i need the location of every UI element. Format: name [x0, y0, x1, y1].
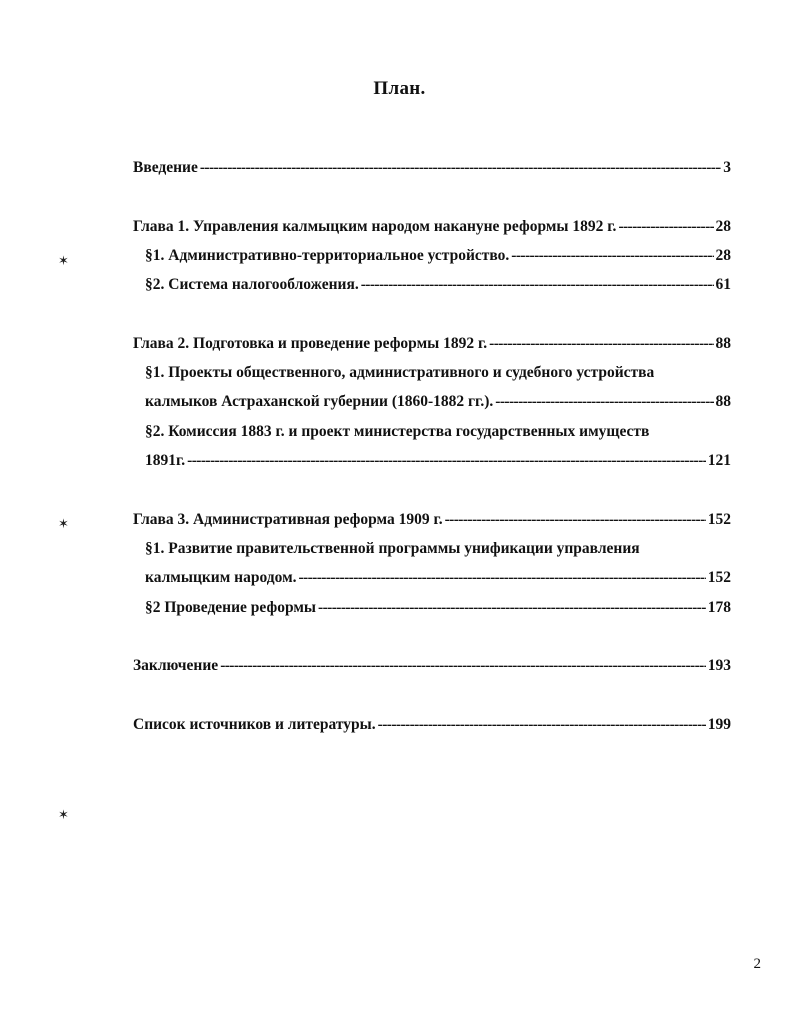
dot-leader — [299, 567, 706, 589]
toc-entry-chapter-3-section-1-line-1[interactable]: §1. Развитие правительственной программы унификации управления — [145, 540, 640, 557]
dot-leader — [495, 391, 713, 413]
toc-page: 28 — [715, 247, 731, 264]
toc-entry-chapter-2-section-1-line-1[interactable]: §1. Проекты общественного, административного и судебного устройства — [145, 364, 655, 381]
toc-entry-chapter-1-section-2[interactable] — [145, 274, 731, 296]
toc-page: 61 — [715, 276, 731, 293]
toc-page: 178 — [707, 599, 731, 616]
toc-entry-conclusion[interactable] — [133, 655, 731, 677]
dot-leader — [361, 274, 714, 296]
page-number: 2 — [753, 956, 761, 972]
toc-label: §2. Система налогообложения. — [145, 276, 359, 293]
toc-page: 152 — [707, 569, 731, 586]
toc-page: 88 — [715, 393, 731, 410]
toc-entry-introduction[interactable] — [133, 157, 731, 179]
toc-label: калмыков Астраханской губернии (1860-1882 гг.). — [145, 393, 494, 410]
toc-label: Глава 2. Подготовка и проведение реформы 1892 г. — [133, 335, 488, 352]
toc-label: Введение — [133, 159, 198, 176]
dot-leader — [318, 597, 706, 619]
toc-label: §2 Проведение реформы — [145, 599, 317, 616]
page-title: План. — [373, 78, 426, 99]
toc-page: 193 — [707, 657, 731, 674]
toc-page: 3 — [723, 159, 731, 176]
toc-label: Список источников и литературы. — [133, 716, 376, 733]
toc-entry-chapter-3[interactable] — [133, 509, 731, 531]
scan-mark-icon: ✶ — [58, 808, 69, 823]
toc-label: Глава 1. Управления калмыцким народом накануне реформы 1892 г. — [133, 218, 617, 235]
toc-page: 88 — [715, 335, 731, 352]
toc-label: Заключение — [133, 657, 219, 674]
toc-entry-chapter-1-section-1[interactable] — [145, 245, 731, 267]
dot-leader — [200, 157, 721, 179]
scan-mark-icon: ✶ — [58, 517, 69, 532]
toc-entry-chapter-2-section-2-line-2[interactable] — [145, 450, 731, 472]
toc-entry-chapter-1[interactable] — [133, 216, 731, 238]
toc-label: §1. Административно-территориальное устройство. — [145, 247, 510, 264]
toc-entry-sources[interactable] — [133, 714, 731, 736]
toc-label: Глава 3. Административная реформа 1909 г. — [133, 511, 443, 528]
toc-page: 199 — [707, 716, 731, 733]
dot-leader — [378, 714, 706, 736]
toc-entry-chapter-3-section-2[interactable] — [145, 597, 731, 619]
dot-leader — [445, 509, 706, 531]
toc-entry-chapter-3-section-1-line-2[interactable] — [145, 567, 731, 589]
toc-label: калмыцким народом. — [145, 569, 297, 586]
toc-page: 152 — [707, 511, 731, 528]
toc-label: 1891г. — [145, 452, 186, 469]
dot-leader — [618, 216, 713, 238]
dot-leader — [220, 655, 706, 677]
toc-entry-chapter-2-section-1-line-2[interactable] — [145, 391, 731, 413]
toc-page: 28 — [715, 218, 731, 235]
dot-leader — [187, 450, 706, 472]
scan-mark-icon: ✶ — [58, 254, 69, 269]
toc-entry-chapter-2-section-2-line-1[interactable]: §2. Комиссия 1883 г. и проект министерства государственных имуществ — [145, 423, 650, 440]
dot-leader — [511, 245, 713, 267]
toc-page: 121 — [707, 452, 731, 469]
toc-entry-chapter-2[interactable] — [133, 333, 731, 355]
dot-leader — [489, 333, 713, 355]
